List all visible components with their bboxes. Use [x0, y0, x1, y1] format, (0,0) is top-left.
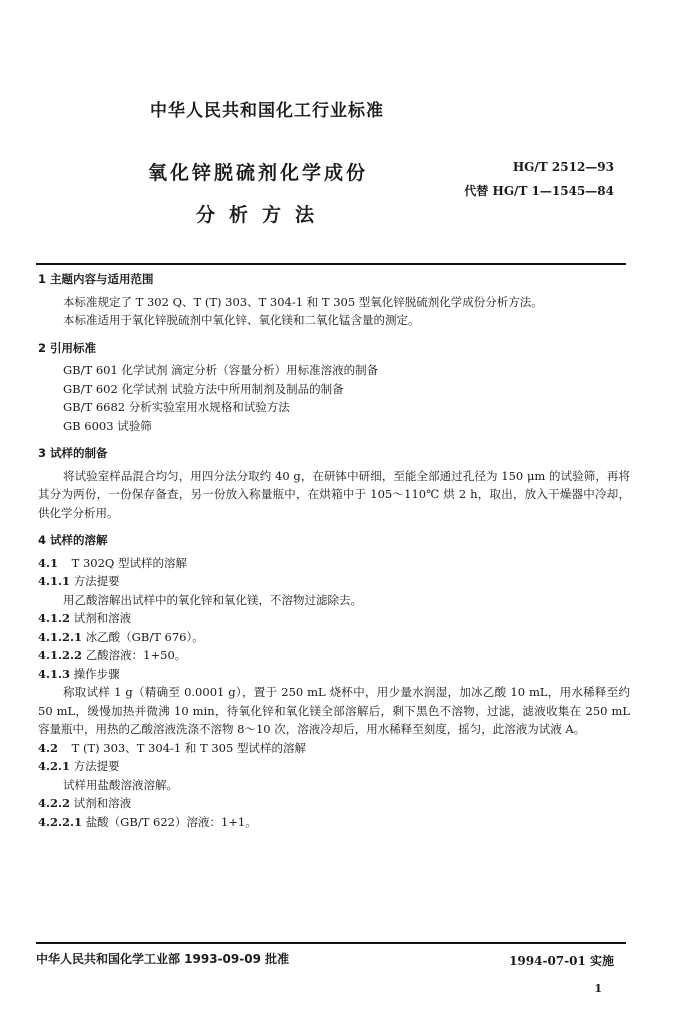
subsection-title: 乙酸溶液：1+50。: [85, 648, 187, 662]
standard-organization: 中华人民共和国化工行业标准: [150, 101, 384, 121]
section-2-heading: 2 引用标准: [38, 340, 97, 355]
effective-date: 1994-07-01 实施: [509, 954, 614, 968]
section-4-heading: 4 试样的溶解: [38, 533, 108, 547]
section-3-heading: 3 试样的制备: [38, 446, 108, 460]
reference-item: GB/T 601 化学试剂 滴定分析（容量分析）用标准溶液的制备: [63, 363, 379, 377]
reference-item: GB 6003 试验筛: [63, 418, 152, 433]
reference-item: GB/T 6682 分析实验室用水规格和试验方法: [63, 400, 290, 414]
page-number: 1: [594, 982, 602, 995]
subsection-title: 方法提要: [73, 574, 120, 588]
subsection-title: 方法提要: [73, 759, 120, 773]
section-3-paragraph: 将试验室样品混合均匀，用四分法分取约 40 g，在研钵中研细，至能全部通过孔径为 150 μm 的试验筛，再将其分为两份，一份保存备查，另一份放入称量瓶中，在烘箱中于 105～110℃ 烘 2 h，取出，放入干燥器中冷却，供化学分析用。: [38, 468, 630, 520]
footer-rule: [36, 942, 626, 944]
subsection-4-1-3: [38, 665, 630, 684]
subsection-4-2-2: [38, 794, 630, 813]
subsection-title: 操作步骤: [73, 666, 120, 681]
section-1-paragraph-1: 本标准规定了 T 302 Q、T (T) 303、T 304-1 和 T 305 型氧化锌脱硫剂化学成份分析方法。: [63, 294, 543, 309]
subsection-4-2-1: [38, 757, 630, 776]
reference-item: GB/T 602 化学试剂 试验方法中所用制剂及制品的制备: [63, 381, 344, 396]
standard-number: HG/T 2512—93: [512, 160, 614, 174]
subsection-number: 4.1: [38, 555, 59, 570]
subsection-number: 4.1.3: [38, 666, 71, 681]
subsection-title: 试剂和溶液: [73, 796, 132, 810]
subsection-4-1-2-1: [38, 628, 630, 647]
document-title-line2: 分析方法: [196, 204, 329, 226]
subsection-number: 4.2.2.1: [38, 814, 83, 829]
subsection-number: 4.1.2.2: [38, 648, 83, 662]
subsection-number: 4.2.2: [38, 796, 71, 810]
section-1-heading: 1 主题内容与适用范围: [38, 272, 154, 286]
replaced-standard: 代替 HG/T 1—1545—84: [464, 184, 614, 198]
document-body: [38, 270, 630, 831]
subsection-number: 4.1.1: [38, 574, 71, 588]
subsection-title: 试剂和溶液: [73, 611, 132, 625]
subsection-number: 4.1.2: [38, 611, 71, 625]
subsection-4-1-3-paragraph: 称取试样 1 g（精确至 0.0001 g），置于 250 mL 烧杯中，用少量水润湿，加冰乙酸 10 mL，用水稀释至约 50 mL，缓慢加热并微沸 10 min，待氧化锌和氧化镁全部溶解后，剩下黑色不溶物，过滤，滤液收集在 250 mL 容量瓶中，用热的乙酸溶液洗涤不溶物 8～10 次，溶液冷却后，用水稀释至刻度，摇匀，此溶液为试液 A。: [38, 685, 630, 736]
subsection-4-2: [38, 739, 630, 758]
subsection-4-2-1-paragraph: 试样用盐酸溶液溶解。: [63, 777, 178, 792]
header-rule: [36, 263, 626, 265]
subsection-4-1: [38, 554, 630, 573]
subsection-number: 4.1.2.1: [38, 629, 83, 644]
subsection-title: 冰乙酸（GB/T 676）。: [85, 629, 204, 644]
subsection-4-1-1-paragraph: 用乙酸溶解出试样中的氧化锌和氧化镁，不溶物过滤除去。: [63, 592, 362, 607]
document-title-line1: 氧化锌脱硫剂化学成份: [148, 162, 369, 184]
section-1-paragraph-2: 本标准适用于氧化锌脱硫剂中氧化锌、氧化镁和二氧化锰含量的测定。: [63, 313, 420, 327]
subsection-title: T 302Q 型试样的溶解: [71, 555, 188, 570]
subsection-number: 4.2: [38, 740, 59, 755]
subsection-4-2-2-1: [38, 813, 630, 832]
subsection-4-1-2: [38, 609, 630, 628]
subsection-title: T (T) 303、T 304-1 和 T 305 型试样的溶解: [71, 740, 306, 755]
subsection-4-1-2-2: [38, 646, 630, 665]
subsection-title: 盐酸（GB/T 622）溶液：1+1。: [85, 814, 257, 829]
approval-note: 中华人民共和国化学工业部 1993-09-09 批准: [36, 952, 290, 966]
subsection-4-1-1: [38, 572, 630, 591]
subsection-number: 4.2.1: [38, 759, 71, 773]
